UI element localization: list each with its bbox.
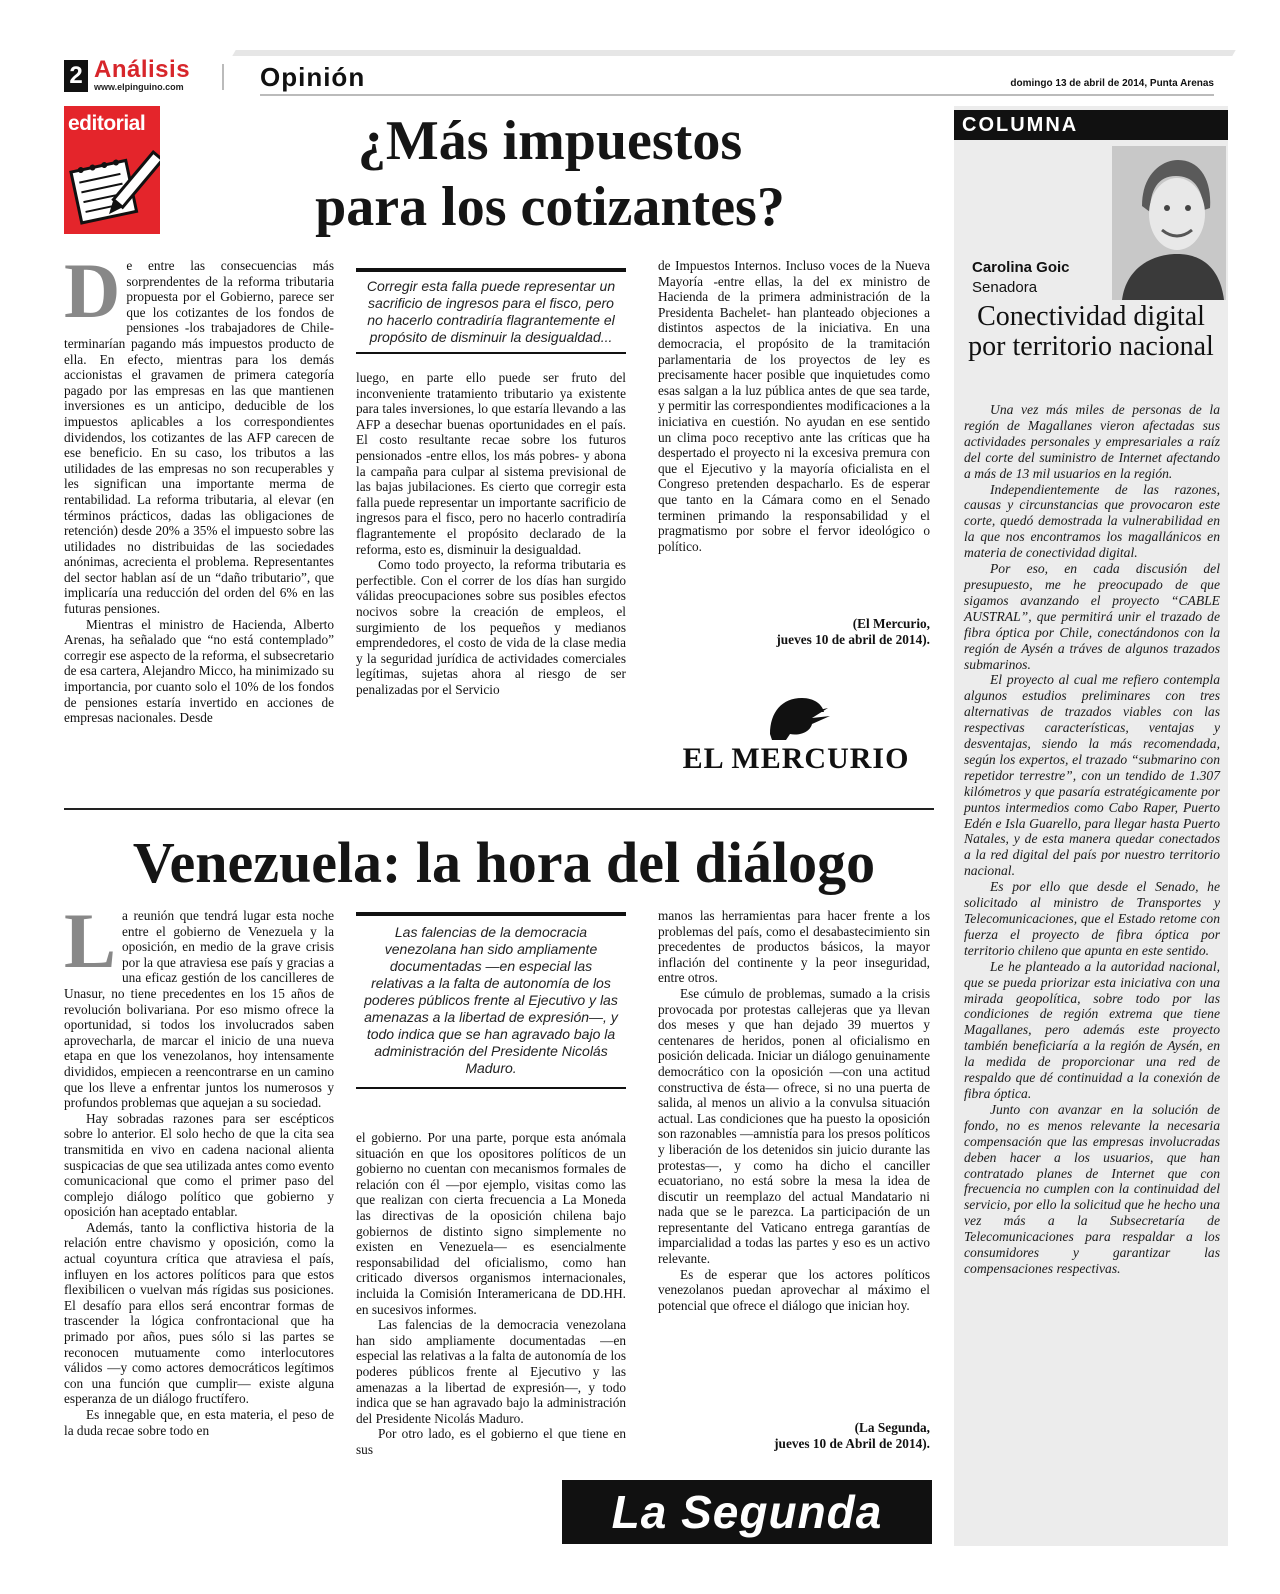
author-photo [1112, 146, 1226, 300]
article2-pull-quote [356, 912, 626, 1089]
article-divider [64, 808, 934, 810]
brand-name: Análisis [94, 56, 191, 83]
la-segunda-logo: La Segunda [562, 1480, 932, 1544]
brand-logo[interactable] [94, 58, 190, 92]
article1-source [658, 616, 930, 648]
mercury-head-icon [750, 690, 840, 740]
article1-column-1 [64, 247, 334, 726]
article2-headline: Venezuela: la hora del diálogo [132, 830, 876, 895]
article2-paragraph: Es de esperar que los actores políticos venezolanos puedan aprovechar al máximo el potencial que ofrece el diálogo que inician hoy. [658, 1266, 930, 1313]
article1-headline-line2: para los cotizantes? [315, 176, 785, 238]
header-separator [222, 64, 224, 90]
article2-paragraph: Además, tanto la conflictiva historia de la relación entre chavismo y oposición, como la actual coyuntura crítica que atraviesa el país, influyen en los actores políticos para que estos flexibilicen o vuelvan más rígidas sus posiciones. El desafío para ellos será encontrar formas de trascender la lógica confrontacional que ha primado por años, pues sólo si las partes se reconocen mutuamente como interlocutores válidos —y como actores democráticos legítimos con una función que cumplir— existe alguna esperanza de un diálogo fructífero. [64, 1219, 334, 1407]
article1-paragraph: Como todo proyecto, la reforma tributaria es perfectible. Con el correr de los días han surgido válidas preocupaciones sobre sus posibles efectos nocivos sobre la creación de empleos, el surgimiento de los pequeños y medianos emprendedores, el costo de vida de la clase media y la seguridad jurídica de actividades comerciales legítimas, sujetas ahora al riesgo de ser penalizadas por el Servicio [356, 557, 626, 697]
article2-paragraph: Las falencias de la democracia venezolana han sido ampliamente documentadas —en especial las relativas a la falta de autonomía de los poderes públicos frente al Ejecutivo y las amenazas a la libertad de expresión—, y todo indica que se han agravado bajo la administración del Presidente Nicolás Maduro. [356, 1317, 626, 1426]
article1-pull-quote [356, 268, 626, 354]
article2-column-2 [356, 1130, 626, 1457]
author-info [972, 258, 1070, 298]
column-paragraph: Una vez más miles de personas de la región de Magallanes vieron afectadas sus actividades personales y empresariales a raíz del corte del suministro de Internet afectando a más de 13 mil usuarios en la región. [964, 402, 1220, 481]
article1-pull-quote-text: Corregir esta falla puede representar un sacrificio de ingresos para el fisco, pero no hacerlo contradiría flagrantemente el propósito de disminuir la desigualdad... [356, 268, 626, 354]
article2-dropcap: L [64, 897, 117, 984]
article1-headline [230, 108, 870, 240]
article1-paragraph: de Impuestos Internos. Incluso voces de la Nueva Mayoría -entre ellas, la del ex ministro de Hacienda de la primera administración de la Presidenta Bachelet- han planteado objeciones a distintos aspectos de la iniciativa. En una democracia, el propósito de la tramitación parlamentaria de los proyectos de ley es precisamente hacer posible que inquietudes como esas salgan a la luz pública antes de que sea tarde, y permitir las correspondientes modificaciones a la iniciativa en cuestión. No ayudan en ese sentido un clima poco receptivo ante las críticas que ha despertado el proyecto ni la excesiva premura con que el Ejecutivo y la mayoría oficialista en el Congreso pretenden despacharlo. Es de esperar que tanto en la Cámara como en el Senado terminen primando la responsabilidad y el pragmatismo por sobre el fervor ideológico o político. [658, 258, 930, 554]
author-role: Senadora [972, 279, 1038, 296]
article1-column-3 [658, 258, 930, 554]
article2-column-3 [658, 908, 930, 1313]
column-paragraph: Junto con avanzar en la solución de fondo, no es menos relevante la necesaria compensación que las empresas involucradas deben hacer a los usuarios, que han contratado planes de Internet que con frecuencia no cumplen con la continuidad del servicio, por ello la solicitud que he hecho una vez más a la Subsecretaría de Telecomunicaciones para respaldar a los consumidores y garantizar las compensaciones respectivas. [964, 1101, 1220, 1276]
opinion-column-sidebar [954, 106, 1228, 1546]
article1-paragraph: e entre las consecuencias más sorprendentes de la reforma tributaria propuesta por el Gobierno, parece ser que los cotizantes de los fondos de pensiones -los trabajadores de Chile- terminarían pagando más impuestos producto de ella. En efecto, mientras para los demás accionistas el gravamen de primera categoría pagado por las empresas en las que mantienen inversiones es un anticipo, deducible de los impuestos aplicables a los correspondientes dividendos, los cotizantes de las AFP carecen de ese beneficio. En su caso, los tributos a las utilidades de las empresas no son recuperables y les significan una importante merma de rentabilidad. La reforma tributaria, al elevar (en términos prácticos, dadas las obligaciones de retención) desde 20% a 35% el impuesto sobre las utilidades no distribuidas de las sociedades anónimas, acrecienta el problema. Representantes del sector hablan así de un “daño tributario”, que implicaría una reducción del orden del 6% en las futuras pensiones. [64, 258, 334, 617]
brand-url[interactable]: www.elpinguino.com [94, 82, 184, 92]
article2-paragraph: Es innegable que, en esta materia, el peso de la duda recae sobre todo en [64, 1407, 334, 1438]
article1-source-line2: jueves 10 de abril de 2014). [776, 632, 930, 647]
editorial-label: editorial [68, 112, 146, 135]
article1-source-line1: (El Mercurio, [852, 616, 930, 631]
article1-headline-line1: ¿Más impuestos [357, 110, 743, 172]
column-title: Conectividad digital por territorio nacional [968, 301, 1214, 362]
author-portrait-icon [1112, 146, 1226, 300]
editorial-badge [64, 106, 160, 234]
article2-source [658, 1420, 930, 1452]
article2-paragraph: manos las herramientas para hacer frente a los problemas del país, como el desabastecimiento sin precedentes de productos básicos, la mayor inflación del continente y la peor inseguridad, entre otros. [658, 908, 930, 986]
page-header [64, 50, 1214, 98]
author-name: Carolina Goic [972, 259, 1070, 276]
page-number: 2 [64, 60, 88, 92]
notepad-pencil-icon [64, 142, 160, 234]
el-mercurio-wordmark: EL MERCURIO [682, 742, 910, 775]
article2-column-1 [64, 897, 334, 1438]
section-title: Opinión [260, 62, 366, 92]
article2-source-line1: (La Segunda, [854, 1420, 930, 1435]
el-mercurio-logo [660, 690, 932, 776]
article1-paragraph: Mientras el ministro de Hacienda, Alberto Arenas, ha señalado que “no está contemplado” corregir ese aspecto de la reforma, el subsecretario de esa cartera, Alejandro Micco, ha minimizado su importancia, por cuanto solo el 10% de los fondos de pensiones estaría invertido en acciones de empresas nacionales. Desde [64, 616, 334, 726]
article2-paragraph: a reunión que tendrá lugar esta noche entre el gobierno de Venezuela y la oposición, en medio de la grave crisis por la que atraviesa ese país y gracias a una eficaz gestión de los cancilleres de Unasur, no tiene precedentes en los 15 años de revolución bolivariana. Por eso mismo ofrece la oportunidad, si todos los involucrados saben aprovecharla, de marcar el inicio de una nueva etapa en que los venezolanos, hoy intensamente divididos, empiecen a reencontrarse en un camino que los lleve a enfrentar juntos los numerosos y profundos problemas que aquejan a su sociedad. [64, 908, 334, 1111]
article1-paragraph: luego, en parte ello puede ser fruto del inconveniente tratamiento tributario ya existente para tales inversiones, lo que estaría llevando a las AFP a desechar buenas oportunidades en el país. El costo resultante recae sobre los futuros pensionados -entre ellos, los más pobres- y abona la campaña para culpar al sistema previsional de las bajas jubilaciones. Es cierto que corregir esta falla puede representar un importante sacrificio de ingresos para el fisco, pero no hacerlo contradiría flagrantemente el propósito declarado de la reforma, esto es, disminuir la desigualdad. [356, 370, 626, 557]
article2-pull-quote-text: Las falencias de la democracia venezolana han sido ampliamente documentadas —en especial las relativas a la falta de autonomía de los poderes públicos frente al Ejecutivo y las amenazas a la libertad de expresión—, y todo indica que se han agravado bajo la administración del Presidente Nicolás Maduro. [356, 912, 626, 1089]
article2-paragraph: Ese cúmulo de problemas, sumado a la crisis provocada por protestas callejeras que ya llevan dos meses y que han dejado 39 muertos y centenares de heridos, ponen al oficialismo en posición delicada. Iniciar un diálogo genuinamente democrático con la oposición —con una actitud constructiva de ésta— ofrece, si no una puerta de salida, al menos un alivio a la convulsa situación actual. Las condiciones que ha puesto la oposición son razonables —amnistía para los presos políticos y liberación de los detenidos sin juicio durante las protestas—, y como ha dicho el canciller ecuatoriano, no está sobre la mesa la idea de discutir un reemplazo del actual Mandatario ni nada que se le parezca. La participación de un representante del Vaticano entrega garantías de imparcialidad a todas las partes y eso es un activo relevante. [658, 985, 930, 1267]
column-paragraph: Independientemente de las razones, causas y circunstancias que provocaron este corte, quedó demostrada la vulnerabilidad en la que nos encontramos los magallánicos en materia de conectividad digital. [964, 481, 1220, 561]
article1-dropcap: D [64, 247, 121, 334]
column-paragraph: El proyecto al cual me refiero contempla algunos estudios preliminares con tres alternativas de trazados viables con las respectivas características, ventajas y desventajas, siendo la más recomendada, según los expertos, el trazado “submarino con repetidor terrestre”, con un tendido de 1.307 kilómetros y que pasaría estratégicamente por puntos intermedios como Cabo Raper, Puerto Edén e Isla Guarello, para llegar hasta Puerto Natales, y de esta manera quedar conectados a la red digital del país por nuestro territorio nacional. [964, 672, 1220, 879]
article2-source-line2: jueves 10 de Abril de 2014). [774, 1436, 930, 1451]
article2-paragraph: el gobierno. Por una parte, porque esta anómala situación en que los opositores políticos de un gobierno no cuentan con mecanismos formales de relación con él —por ejemplo, visitas como las que realizan con cierta frecuencia a La Moneda las directivas de la oposición chilena bajo gobiernos de distinto signo simplemente no existen en Venezuela— es esencialmente responsabilidad del oficialismo, como han criticado diversos organismos internacionales, incluida la Comisión Interamericana de DD.HH. en sucesivos informes. [356, 1130, 626, 1317]
column-body [964, 402, 1220, 1277]
article2-paragraph: Por otro lado, es el gobierno el que tiene en sus [356, 1426, 626, 1457]
column-paragraph: Le he planteado a la autoridad nacional, que se pueda priorizar esta iniciativa con una mirada geopolítica, sobre todo por las condiciones de región extrema que tiene Magallanes, pero además este proyecto también beneficiaría a la región de Aysén, en la medida de proporcionar una red de respaldo que dé continuidad a la conexión de fibra óptica. [964, 958, 1220, 1101]
header-rule [260, 94, 1214, 96]
article2-paragraph: Hay sobradas razones para ser escépticos sobre lo anterior. El solo hecho de que la cita sea transmitida en vivo en cadena nacional alienta suspicacias de que sea utilizada antes como evento comunicacional que como el primer paso del complejo diálogo político que gobierno y oposición han aceptado entablar. [64, 1110, 334, 1220]
article1-column-2 [356, 370, 626, 697]
header-slant-decoration [232, 50, 1235, 56]
issue-date: domingo 13 de abril de 2014, Punta Arenas [1010, 78, 1214, 89]
column-label: COLUMNA [954, 110, 1228, 140]
column-paragraph: Es por ello que desde el Senado, he solicitado al ministro de Transportes y Telecomunicaciones, que el Estado retome con fuerza el proyecto de fibra óptica por territorio chileno que apunta en este sentido. [964, 879, 1220, 958]
column-paragraph: Por eso, en cada discusión del presupuesto, me he preocupado de que sigamos avanzando el proyecto “CABLE AUSTRAL”, que permitirá unir el trazado de fibra óptica por Chile, conectándonos con la región de Aysén a tráves de algunos trazados submarinos. [964, 561, 1220, 672]
